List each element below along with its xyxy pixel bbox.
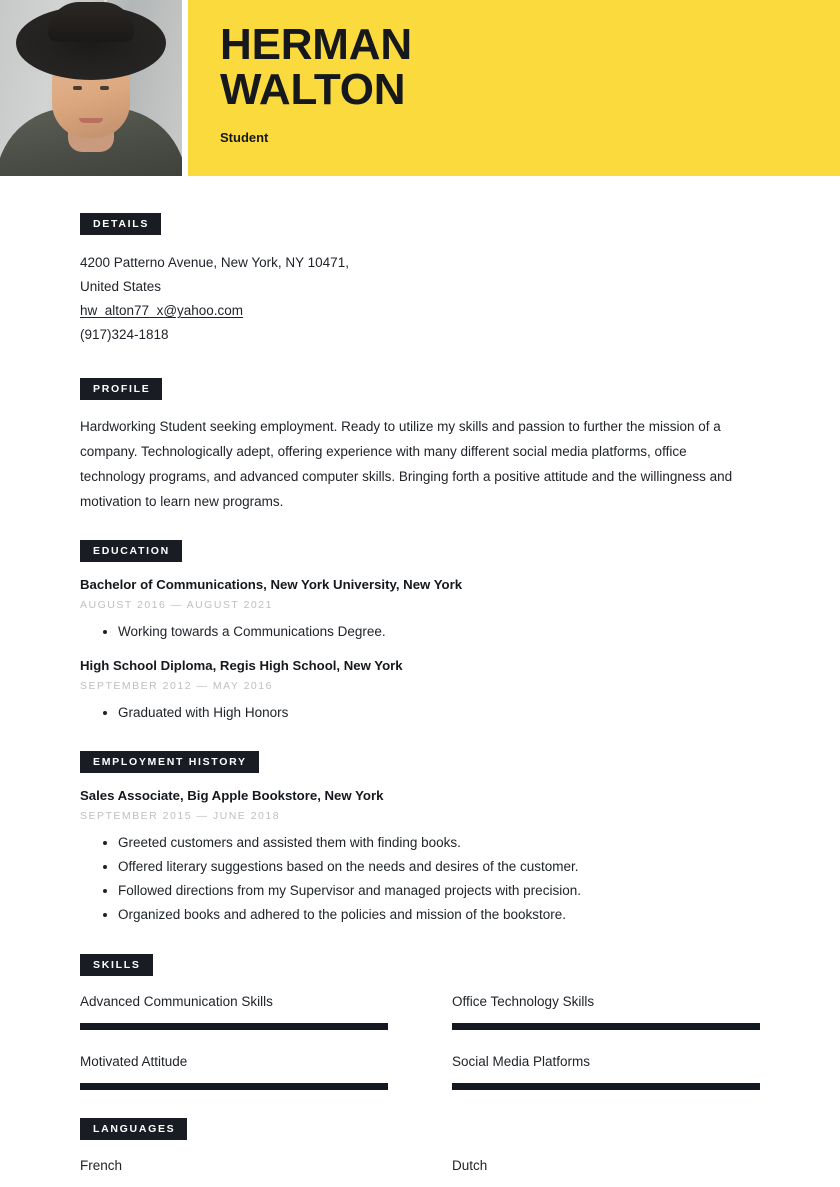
bar-item xyxy=(452,1156,760,1187)
header-accent-band xyxy=(188,0,840,176)
bar-item xyxy=(80,992,388,1030)
bar-label: French xyxy=(80,1158,123,1173)
bar-track xyxy=(452,1023,760,1030)
section-heading-details: DETAILS xyxy=(80,213,161,235)
entry-bullet: Followed directions from my Supervisor and managed projects with precision. xyxy=(80,879,760,903)
photo-mouth xyxy=(79,118,103,123)
detail-phone: (917)324-1818 xyxy=(80,327,169,342)
bar-item xyxy=(80,1052,388,1090)
profile-text: Hardworking Student seeking employment. Ready to utilize my skills and passion to further the mission of a company. Technologically adept, offering experience with many different social media platforms, office technology programs, and advanced computer skills. Bringing forth a positive attitude and the willingness and motivation to learn new programs. xyxy=(80,419,733,509)
entry-title: Bachelor of Communications, New York University, New York xyxy=(80,577,463,592)
candidate-job-title: Student xyxy=(220,130,269,145)
section-heading-employment: EMPLOYMENT HISTORY xyxy=(80,751,259,773)
bar-label: Motivated Attitude xyxy=(80,1054,188,1069)
section-languages xyxy=(80,1118,760,1187)
entry-bullet: Graduated with High Honors xyxy=(80,701,760,725)
education-entries xyxy=(80,575,760,725)
bar-fill xyxy=(452,1083,760,1090)
entry-bullet: Offered literary suggestions based on the needs and desires of the customer. xyxy=(80,855,760,879)
candidate-first-name: HERMAN xyxy=(220,20,412,69)
entry-date-range: SEPTEMBER 2015 — JUNE 2018 xyxy=(80,810,281,822)
entry-bullet: Organized books and adhered to the policies and mission of the bookstore. xyxy=(80,903,760,927)
bar-item xyxy=(452,1052,760,1090)
resume-body xyxy=(0,213,840,1187)
entry-title: High School Diploma, Regis High School, New York xyxy=(80,658,403,673)
bar-item xyxy=(452,992,760,1030)
detail-address-line2: United States xyxy=(80,279,162,294)
section-employment xyxy=(80,751,760,927)
photo-eye-right xyxy=(100,86,109,90)
resume-entry xyxy=(80,786,760,927)
section-details xyxy=(80,213,760,347)
entry-bullet: Working towards a Communications Degree. xyxy=(80,620,760,644)
entry-date-range: SEPTEMBER 2012 — MAY 2016 xyxy=(80,680,273,692)
entry-bullet-list xyxy=(80,701,760,725)
bar-track xyxy=(452,1083,760,1090)
bar-label: Dutch xyxy=(452,1158,488,1173)
skills-grid xyxy=(80,992,760,1090)
section-education xyxy=(80,540,760,725)
detail-address-line1: 4200 Patterno Avenue, New York, NY 10471, xyxy=(80,255,349,270)
section-heading-skills: SKILLS xyxy=(80,954,153,976)
entry-bullet: Greeted customers and assisted them with finding books. xyxy=(80,831,760,855)
resume-entry xyxy=(80,656,760,725)
bar-track xyxy=(80,1083,388,1090)
entry-date-range: AUGUST 2016 — AUGUST 2021 xyxy=(80,599,273,611)
bar-item xyxy=(80,1156,388,1187)
languages-grid xyxy=(80,1156,760,1187)
resume-header xyxy=(0,0,840,176)
bar-track xyxy=(80,1023,388,1030)
bar-fill xyxy=(452,1023,760,1030)
photo-eye-left xyxy=(73,86,82,90)
bar-label: Office Technology Skills xyxy=(452,994,595,1009)
section-skills xyxy=(80,954,760,1090)
section-heading-education: EDUCATION xyxy=(80,540,182,562)
entry-title: Sales Associate, Big Apple Bookstore, New York xyxy=(80,788,384,803)
section-heading-languages: LANGUAGES xyxy=(80,1118,187,1140)
candidate-last-name: WALTON xyxy=(220,65,406,114)
bar-fill xyxy=(80,1023,388,1030)
entry-bullet-list xyxy=(80,620,760,644)
section-heading-profile: PROFILE xyxy=(80,378,162,400)
employment-entries xyxy=(80,786,760,927)
resume-entry xyxy=(80,575,760,644)
section-profile xyxy=(80,378,760,514)
bar-label: Advanced Communication Skills xyxy=(80,994,273,1009)
portrait-photo xyxy=(0,0,182,176)
entry-bullet-list xyxy=(80,831,760,927)
candidate-name xyxy=(220,22,412,112)
bar-fill xyxy=(80,1083,388,1090)
detail-email-link[interactable]: hw_alton77_x@yahoo.com xyxy=(80,303,244,318)
photo-hat-crown xyxy=(48,2,134,42)
bar-label: Social Media Platforms xyxy=(452,1054,591,1069)
